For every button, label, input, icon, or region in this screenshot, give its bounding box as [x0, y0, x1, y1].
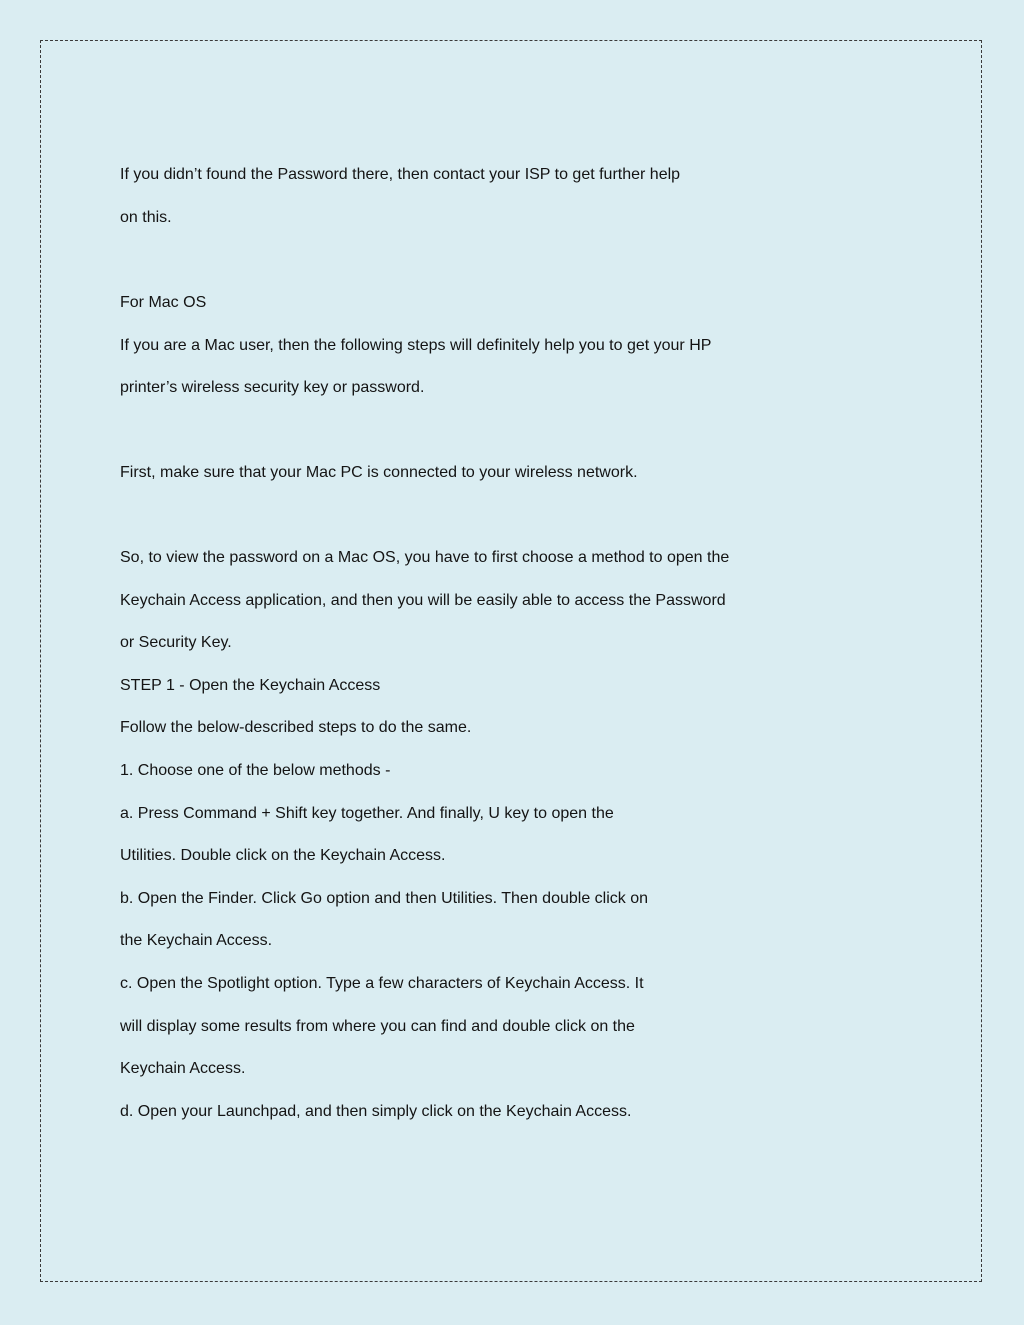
- method-c-line-2: will display some results from where you can find and double click on the: [120, 1018, 635, 1035]
- paragraph-view-password-line-2: Keychain Access application, and then you will be easily able to access the Password: [120, 592, 726, 609]
- paragraph-first-check: First, make sure that your Mac PC is connected to your wireless network.: [120, 464, 638, 481]
- paragraph-view-password-line-1: So, to view the password on a Mac OS, you have to first choose a method to open the: [120, 549, 730, 566]
- list-item-1: 1. Choose one of the below methods -: [120, 762, 391, 779]
- paragraph-isp-line-1: If you didn’t found the Password there, then contact your ISP to get further help: [120, 166, 681, 183]
- paragraph-mac-user-line-1: If you are a Mac user, then the following steps will definitely help you to get your HP: [120, 337, 712, 354]
- paragraph-mac-user-line-2: printer’s wireless security key or password.: [120, 379, 425, 396]
- section-heading-mac-os: For Mac OS: [120, 294, 207, 311]
- paragraph-view-password-line-3: or Security Key.: [120, 634, 232, 651]
- method-a-line-2: Utilities. Double click on the Keychain Access.: [120, 847, 446, 864]
- method-c-line-3: Keychain Access.: [120, 1060, 246, 1077]
- step-1-intro: Follow the below-described steps to do the same.: [120, 719, 472, 736]
- method-d-line-1: d. Open your Launchpad, and then simply click on the Keychain Access.: [120, 1103, 632, 1120]
- step-1-heading: STEP 1 - Open the Keychain Access: [120, 677, 381, 694]
- method-b-line-1: b. Open the Finder. Click Go option and then Utilities. Then double click on: [120, 890, 649, 907]
- method-c-line-1: c. Open the Spotlight option. Type a few characters of Keychain Access. It: [120, 975, 644, 992]
- page-border: [40, 40, 982, 1282]
- method-a-line-1: a. Press Command + Shift key together. And finally, U key to open the: [120, 805, 614, 822]
- paragraph-isp-line-2: on this.: [120, 209, 172, 226]
- method-b-line-2: the Keychain Access.: [120, 932, 273, 949]
